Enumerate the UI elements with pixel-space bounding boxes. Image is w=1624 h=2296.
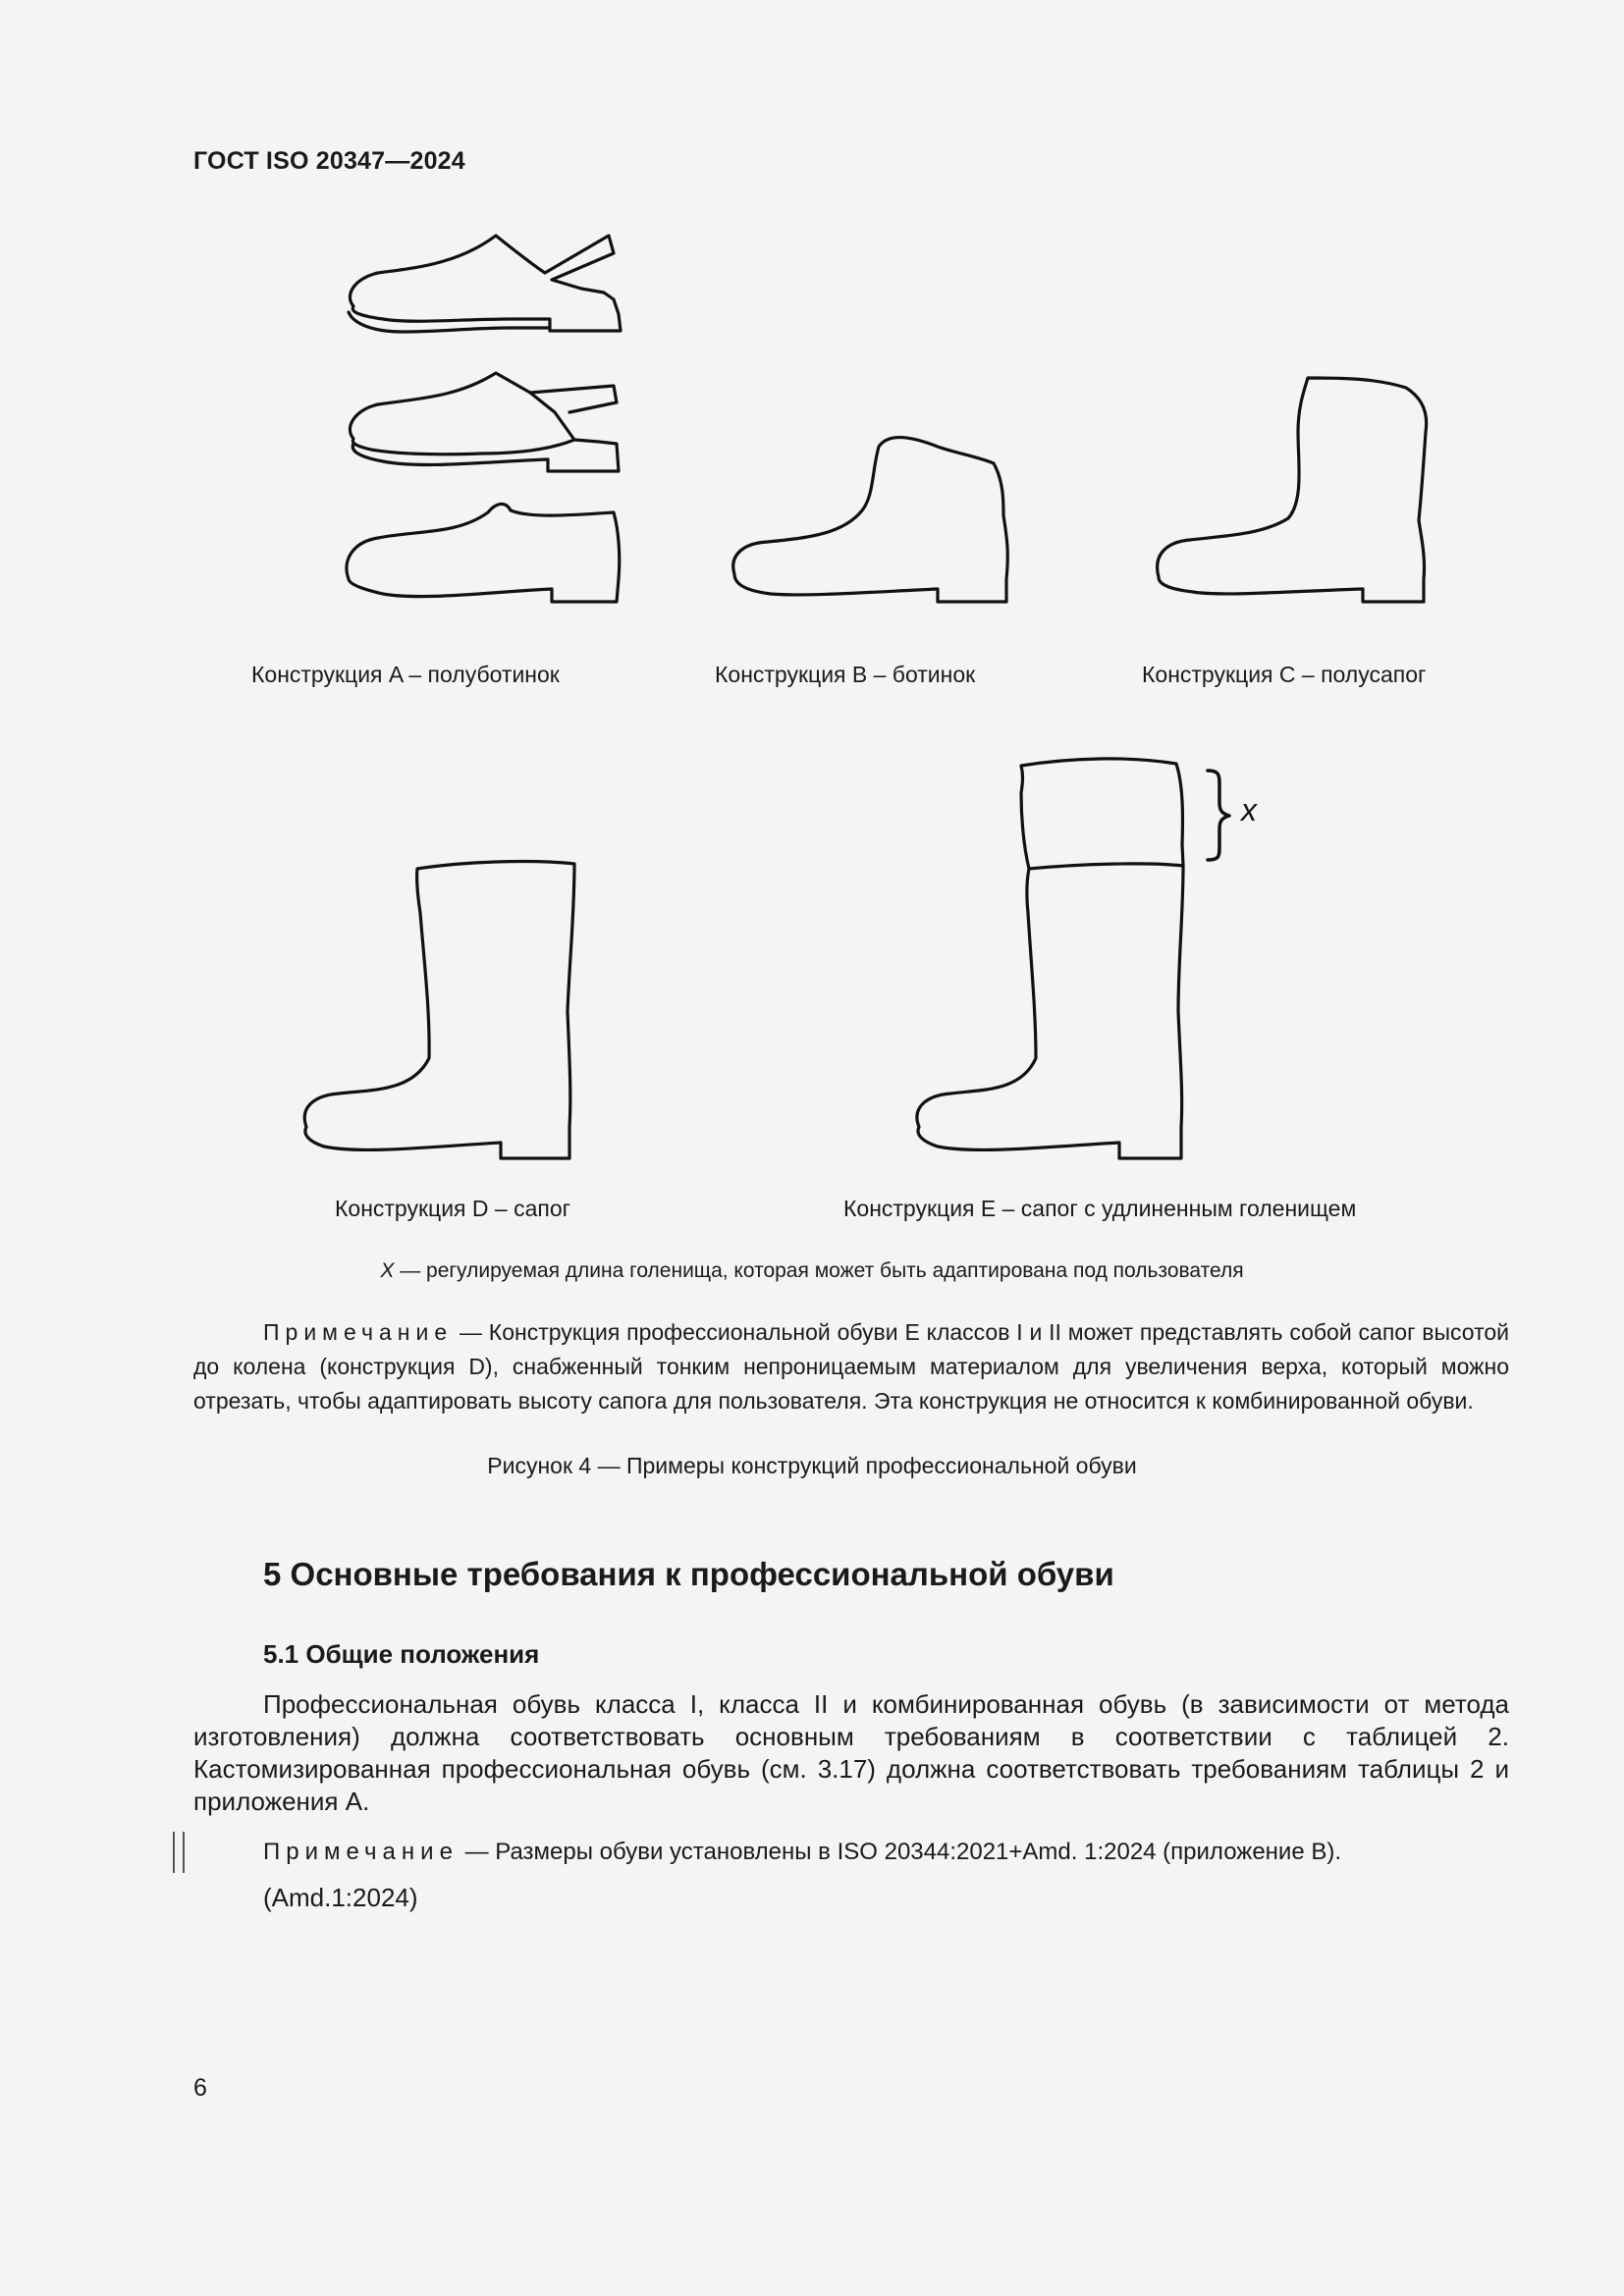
page-number: 6	[193, 2074, 207, 2102]
note-text: — Конструкция профессиональной обуви E классов I и II может представлять собой сапог высотой до колена (конструкция D), снабженный тонким непроницаемым материалом для увеличения верха, который можно отрезать, чтобы адаптировать высоту сапога для пользователя. Эта конструкция не относится к комбинированной обуви.	[193, 1319, 1509, 1414]
boot-c-half	[1158, 378, 1427, 602]
caption-b: Конструкция B – ботинок	[715, 662, 976, 687]
section-note-text: — Размеры обуви установлены в ISO 20344:2021+Amd. 1:2024 (приложение B).	[458, 1839, 1342, 1865]
legend-symbol: X	[380, 1259, 395, 1282]
shoe-a-low-shoe	[347, 504, 620, 602]
section-heading: 5 Основные требования к профессиональной обуви	[263, 1556, 1114, 1592]
boot-e-extended	[917, 759, 1183, 1158]
x-label: x	[1241, 792, 1257, 828]
note-label: Примечание	[263, 1319, 454, 1345]
document-header: ГОСТ ISO 20347—2024	[193, 147, 465, 175]
caption-e: Конструкция E – сапог с удлиненным голенищем	[843, 1196, 1357, 1221]
caption-a: Конструкция A – полуботинок	[251, 662, 560, 687]
amendment-mark: (Amd.1:2024)	[263, 1883, 418, 1912]
figure-legend	[0, 1259, 1624, 1283]
x-brace-icon	[1208, 771, 1229, 860]
subsection-heading: 5.1 Общие положения	[263, 1639, 540, 1669]
figure-note	[193, 1315, 1509, 1418]
boot-d-knee	[304, 862, 574, 1158]
paragraph-text: Профессиональная обувь класса I, класса II и комбинированная обувь (в зависимости от метода изготовления) должна соответствовать основным требованиям в соответствии с таблицей 2. Кастомизированная профессиональная обувь (см. 3.17) должна соответствовать требованиям таблицы 2 и приложения A.	[193, 1689, 1509, 1816]
shoe-a-clog-strap	[349, 236, 621, 332]
boot-b-ankle	[733, 438, 1008, 602]
caption-d: Конструкция D – сапог	[335, 1196, 570, 1221]
section-note-label: Примечание	[263, 1839, 459, 1865]
caption-c: Конструкция C – полусапог	[1142, 662, 1427, 687]
section-paragraph	[193, 1688, 1509, 1818]
section-note	[263, 1839, 1341, 1866]
change-bar	[173, 1832, 185, 1873]
figure-title: Рисунок 4 — Примеры конструкций профессиональной обуви	[487, 1453, 1137, 1478]
shoe-a-sabot	[350, 373, 619, 471]
legend-text: — регулируемая длина голенища, которая может быть адаптирована под пользователя	[394, 1259, 1244, 1282]
